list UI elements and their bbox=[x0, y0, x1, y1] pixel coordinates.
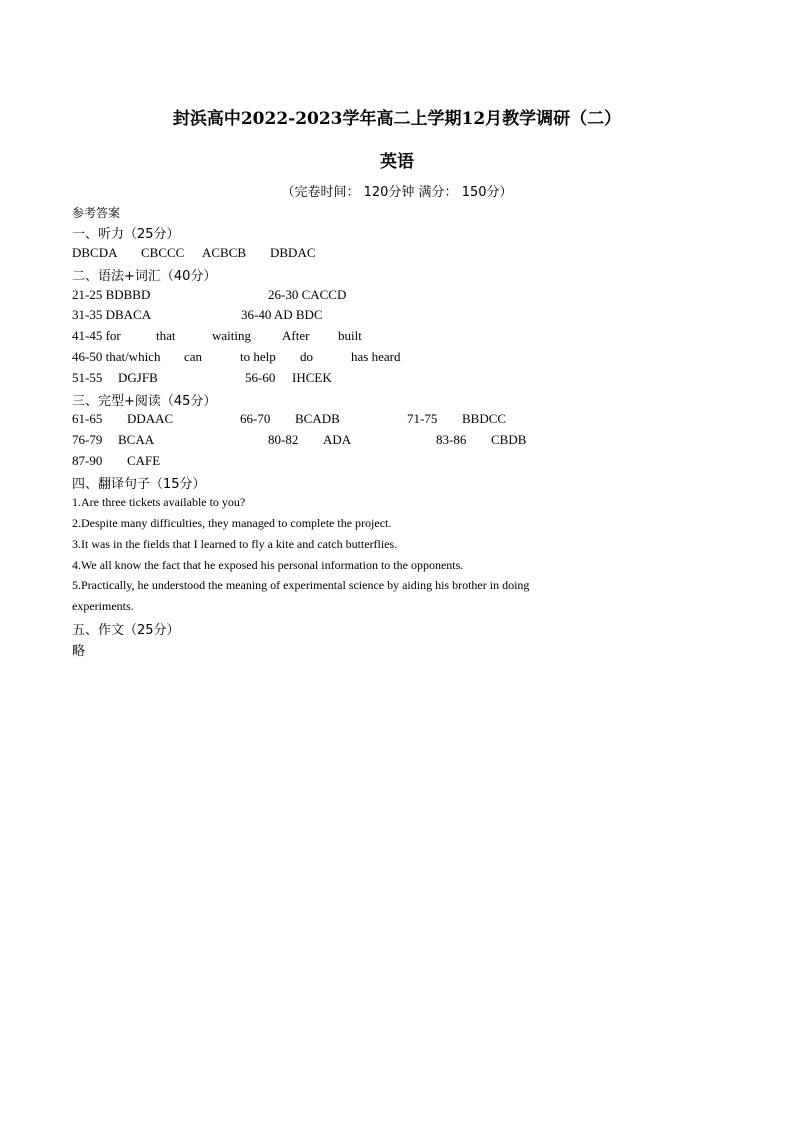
reading-answer: BBDCC bbox=[462, 411, 507, 426]
reading-answer: 80-82 bbox=[268, 432, 299, 447]
section-heading-listening: 一、听力（25分） bbox=[72, 227, 180, 242]
section-heading-translation: 四、翻译句子（15分） bbox=[72, 477, 206, 492]
section-heading-reading: 三、完型+阅读（45分） bbox=[72, 394, 217, 409]
grammar-answer: 51-55 bbox=[72, 370, 103, 385]
reading-answer: 83-86 bbox=[436, 432, 467, 447]
reading-answer: BCAA bbox=[118, 432, 155, 447]
writing-answer: 略 bbox=[72, 644, 86, 659]
reading-answer: 61-65 bbox=[72, 411, 103, 426]
grammar-answer: 26-30 CACCD bbox=[268, 287, 347, 302]
listening-answer-group: ACBCB bbox=[202, 245, 247, 260]
listening-answer-group: DBCDA bbox=[72, 245, 118, 260]
document-title: 封浜高中2022-2023学年高二上学期12月教学调研（二） bbox=[172, 109, 622, 129]
grammar-answer: has heard bbox=[351, 349, 401, 364]
listening-answer-group: CBCCC bbox=[141, 245, 185, 260]
section-heading-grammar: 二、语法+词汇（40分） bbox=[72, 269, 217, 284]
grammar-answer: 21-25 BDBBD bbox=[72, 287, 151, 302]
grammar-answer: that bbox=[156, 328, 176, 343]
grammar-answer: 31-35 DBACA bbox=[72, 307, 152, 322]
translation-sentence: 5.Practically, he understood the meaning of experimental science by aiding his brother in doing bbox=[72, 578, 530, 592]
reading-answer: BCADB bbox=[295, 411, 340, 426]
subject-title: 英语 bbox=[380, 152, 414, 172]
reading-answer: CBDB bbox=[491, 432, 527, 447]
translation-sentence: 2.Despite many difficulties, they managed to complete the project. bbox=[72, 516, 392, 530]
grammar-answer: can bbox=[184, 349, 203, 364]
reading-answer: ADA bbox=[323, 432, 352, 447]
grammar-answer: waiting bbox=[212, 328, 251, 343]
grammar-answer: DGJFB bbox=[118, 370, 158, 385]
grammar-answer: After bbox=[282, 328, 310, 343]
reading-answer: CAFE bbox=[127, 453, 161, 468]
translation-sentence: 4.We all know the fact that he exposed his personal information to the opponents. bbox=[72, 558, 464, 572]
translation-sentence: experiments. bbox=[72, 599, 134, 613]
section-heading-writing: 五、作文（25分） bbox=[72, 623, 180, 638]
reading-answer: 76-79 bbox=[72, 432, 103, 447]
reading-answer: 87-90 bbox=[72, 453, 103, 468]
listening-answer-group: DBDAC bbox=[270, 245, 316, 260]
grammar-answer: IHCEK bbox=[292, 370, 332, 385]
grammar-answer: do bbox=[300, 349, 313, 364]
grammar-answer: 41-45 for bbox=[72, 328, 121, 343]
translation-sentence: 1.Are three tickets available to you? bbox=[72, 495, 246, 509]
grammar-answer: 46-50 that/which bbox=[72, 349, 161, 364]
grammar-answer: to help bbox=[240, 349, 276, 364]
exam-timing: （完卷时间： 120分钟 满分： 150分） bbox=[281, 185, 513, 200]
grammar-answer: 56-60 bbox=[245, 370, 276, 385]
grammar-answer: 36-40 AD BDC bbox=[241, 307, 323, 322]
reading-answer: DDAAC bbox=[127, 411, 174, 426]
answers-label: 参考答案 bbox=[72, 206, 121, 220]
grammar-answer: built bbox=[338, 328, 362, 343]
reading-answer: 71-75 bbox=[407, 411, 438, 426]
reading-answer: 66-70 bbox=[240, 411, 271, 426]
translation-sentence: 3.It was in the fields that I learned to fly a kite and catch butterflies. bbox=[72, 537, 398, 551]
